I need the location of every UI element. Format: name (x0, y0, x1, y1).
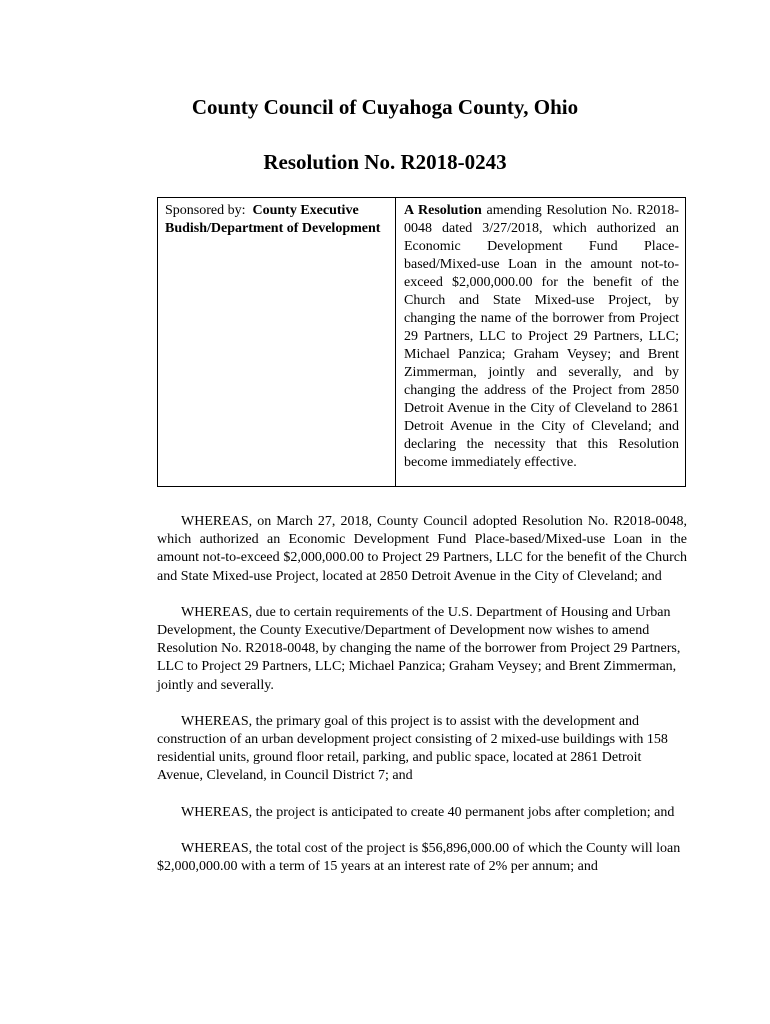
whereas-paragraph: WHEREAS, the project is anticipated to create 40 permanent jobs after completion; and (181, 804, 675, 820)
sponsor-cell (158, 198, 396, 486)
whereas-paragraph: WHEREAS, the total cost of the project is $56,896,000.00 of which the County will loan $2,000,000.00 with a term of 15 years at an interest rate of 2% per annum; and (157, 840, 681, 875)
whereas-paragraph: WHEREAS, due to certain requirements of the U.S. Department of Housing and Urban Development, the County Executive/Department of Development now wishes to amend Resolution No. R2018-0048, by changing the name of the borrower from Project 29 Partners, LLC to Project 29 Partners, LLC; Michael Panzica; Graham Veysey; and Brent Zimmerman, jointly and severally. (157, 604, 681, 693)
resolution-summary-cell (396, 198, 685, 486)
resolution-summary-text: amending Resolution No. R2018-0048 dated 3/27/2018, which authorized an Economic Development Fund Place-based/Mixed-use Loan in the amount not-to-exceed $2,000,000.00 for the benefit of the Church and State Mixed-use Project, by changing the name of the borrower from Project 29 Partners, LLC to Project 29 Partners, LLC; Michael Panzica; Graham Veysey; and Brent Zimmerman, jointly and severally, and by changing the address of the Project from 2850 Detroit Avenue in the City of Cleveland to 2861 Detroit Avenue in the City of Cleveland; and declaring the necessity that this Resolution become immediately effective. (404, 203, 680, 470)
sponsor-table (157, 197, 686, 487)
sponsor-label: Sponsored by: (165, 203, 246, 218)
resolution-summary-lead: A Resolution (404, 203, 482, 218)
whereas-clauses (157, 513, 687, 894)
resolution-number: Resolution No. R2018-0243 (263, 150, 507, 174)
whereas-paragraph: WHEREAS, the primary goal of this project is to assist with the development and construction of an urban development project consisting of 2 mixed-use buildings with 158 residential units, ground floor retail, parking, and public space, located at 2861 Detroit Avenue, Cleveland, in Council District 7; and (157, 713, 668, 784)
page-title: County Council of Cuyahoga County, Ohio (191, 95, 579, 119)
sponsor-name: County Executive Budish/Department of Development (165, 203, 381, 236)
whereas-paragraph: WHEREAS, on March 27, 2018, County Council adopted Resolution No. R2018-0048, which authorized an Economic Development Fund Place-based/Mixed-use Loan in the amount not-to-exceed $2,000,000.00 to Project 29 Partners, LLC for the benefit of the Church and State Mixed-use Project, located at 2850 Detroit Avenue in the City of Cleveland; and (157, 514, 687, 584)
